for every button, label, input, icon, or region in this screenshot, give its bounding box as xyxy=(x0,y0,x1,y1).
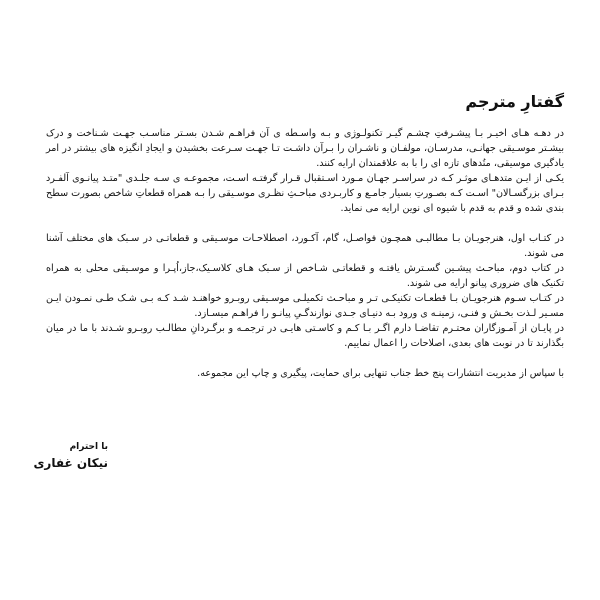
translator-preface xyxy=(46,92,564,381)
signature-name: نیکان غفاری xyxy=(33,456,108,470)
page-title: گفتارِ مترجم xyxy=(465,92,564,111)
paragraph-book-three: در کتـاب سـوم هنرجویـان بـا قطعـات تکنیکـی تـر و مباحـث تکمیلـی موسـیقی روبـرو خواهنـد شـد کـه بـی شـک طـی نمـودن ایـن مسـیر لـذت بخـش و فنـی، زمینـه ی ورود بـه دنیـای جـدی نوازندگـیِ پیانـو را فراهـم میسـازد. xyxy=(46,293,564,319)
paragraph-request: در پایـان از آمـوزگاران محتـرم تقاضـا دارم اگـر بـا کـم و کاسـتی هایـی در ترجمـه و برگـردانِ مطالـب روبـرو شـدند با ما در میان بگذارند تا در نوبت های بعدی، اصلاحات را اعمال نماییم. xyxy=(46,323,564,349)
paragraph-book-one: در کتـاب اول، هنرجویـان بـا مطالبـی همچـون فواصـل، گام، آکـورد، اصطلاحـات موسـیقی و قطعاتـی در سـبک های مختلف آشنا می شوند. xyxy=(46,233,564,259)
paragraph-method-overview: یکـی از ایـن متدهـای موثـر کـه در سراسـر جهـان مـورد اسـتقبال قـرار گرفتـه اسـت، مجموعـه ی سـه جلـدی "متـد پیانـوی آلفـرد بـرای بزرگسـالان" اسـت کـه بصـورتِ بسیار جامـع و کاربـردی مباحـثِ نظـری موسـیقی را بـه همراه قطعاتِ شاخص بصورت سطح بندی شده و قدم به قدم با شیوه ای نوین ارایه می نماید. xyxy=(46,173,564,214)
signature-block xyxy=(33,440,108,472)
paragraph-intro: در دهـه هـای اخیـر بـا پیشـرفتِ چشـم گیـر تکنولـوژی و بـه واسـطه ی آن فراهـم شـدن بسـتر مناسـب جهـت شـناخت و درک بیشـتر موسـیقی جهانـی، مدرسـان، مولفـان و ناشـران را بـرآن داشـت تـا جهـت سـرعت بخشیدن و ایجادِ انگیزه های بیشتر در امر یادگیری موسیقی، متُدهای تازه ای را با به علاقمندان ارایه کنند. xyxy=(46,128,564,169)
paragraph-spacer xyxy=(46,351,564,366)
paragraph-thanks: با سپاس از مدیریت انتشارات پنج خط جناب تنهایی برای حمایت، پیگیری و چاپ این مجموعه. xyxy=(197,368,564,379)
paragraph-book-two: در کتاب دوم، مباحـث پیشـین گسـترش یافتـه و قطعاتـی شـاخص از سـبک هـای کلاسـیک،جاز،اُپـرا و موسـیقی محلی به همراه تکنیک های ضروری پیانو ارایه می شوند. xyxy=(46,263,564,289)
paragraph-spacer xyxy=(46,216,564,231)
signature-label: با احترام xyxy=(69,442,108,452)
